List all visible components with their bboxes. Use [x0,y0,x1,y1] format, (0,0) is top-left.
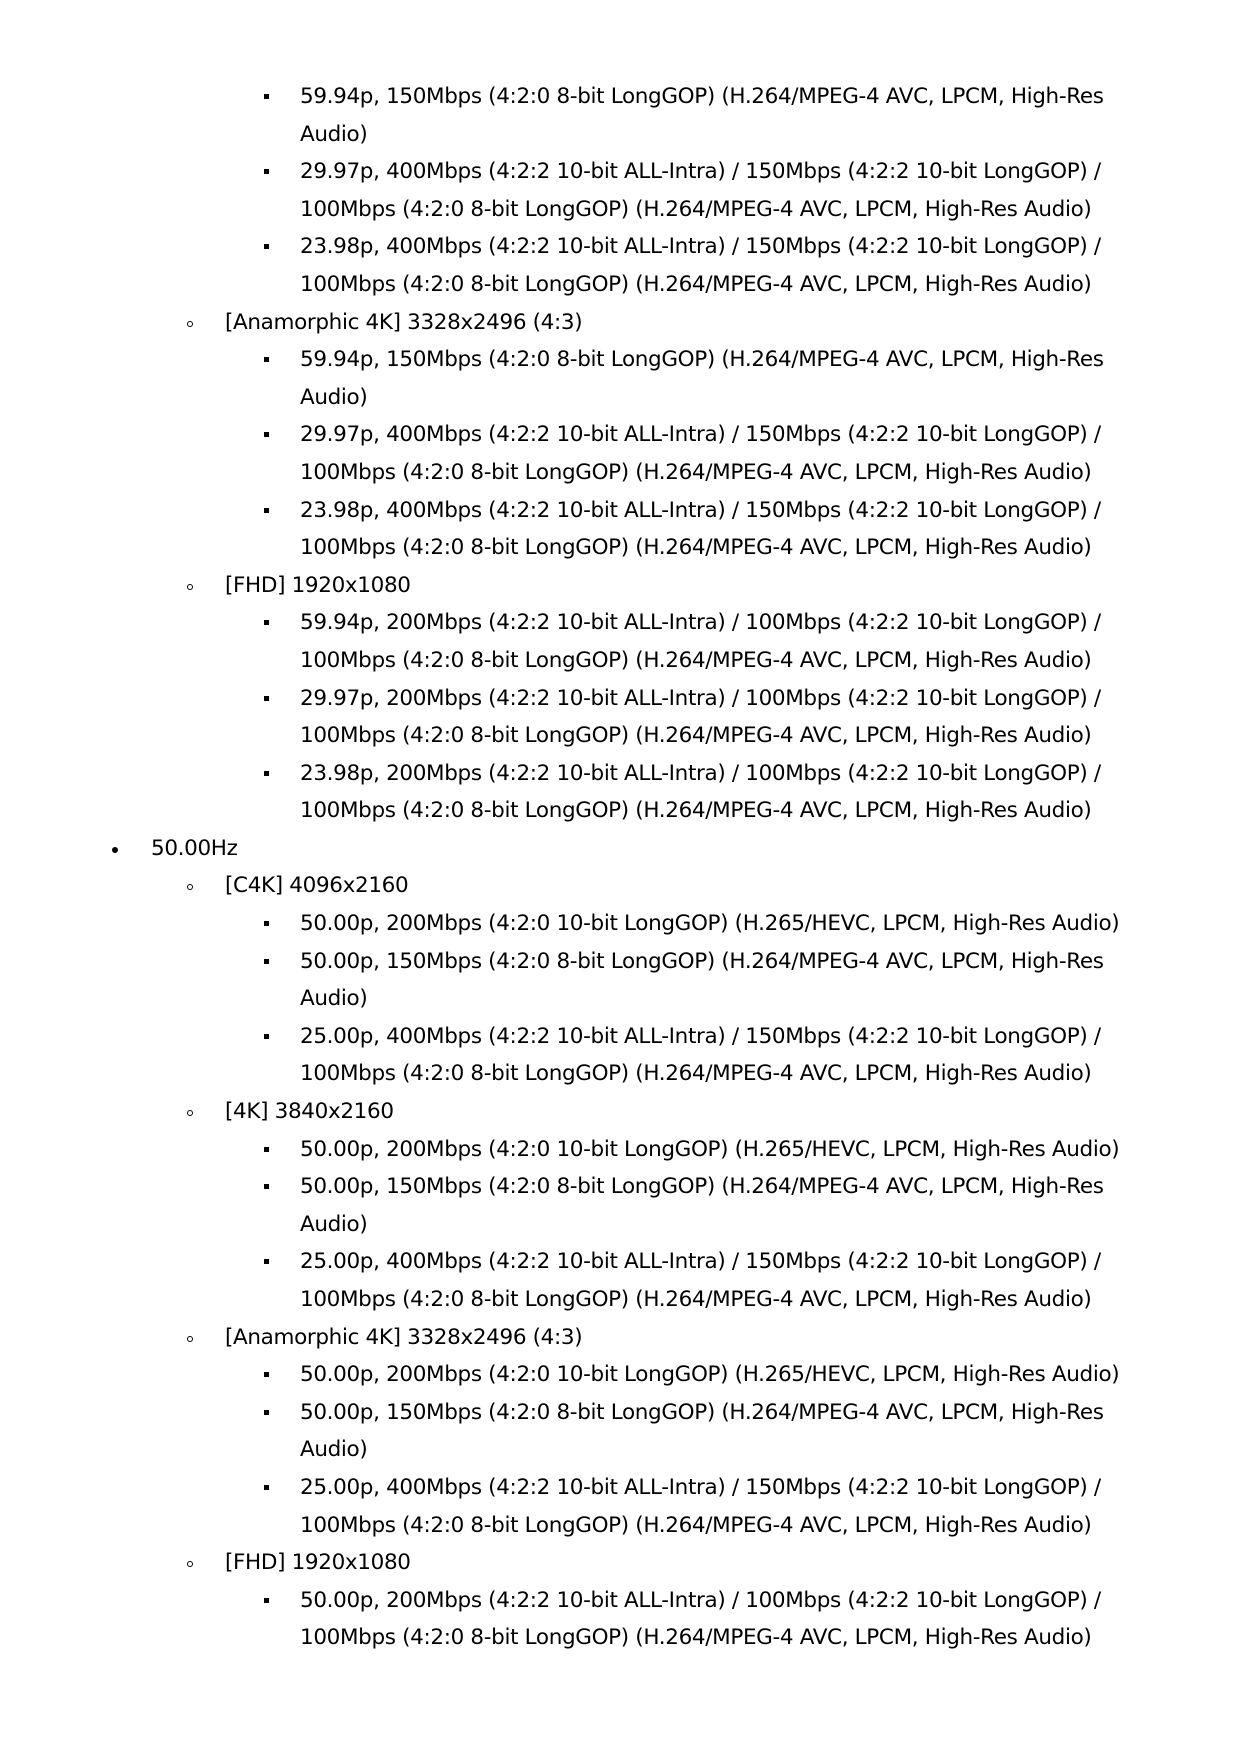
list-item-text: 100Mbps (4:2:0 8-bit LongGOP) (H.264/MPEG-4 AVC, LPCM, High-Res Audio) [300,647,1092,673]
format-list [0,78,1240,1657]
list-item [0,755,1240,793]
square-bullet-icon [264,169,269,174]
square-bullet-icon [264,620,269,625]
resolution-heading-text: [4K] 3840x2160 [225,1099,394,1125]
list-item-continuation [0,642,1240,680]
list-item-text: 100Mbps (4:2:0 8-bit LongGOP) (H.264/MPEG-4 AVC, LPCM, High-Res Audio) [300,535,1092,561]
list-item [0,604,1240,642]
list-item-text: 50.00p, 150Mbps (4:2:0 8-bit LongGOP) (H.264/MPEG-4 AVC, LPCM, High-Res [300,948,1104,974]
list-item-continuation [0,379,1240,417]
resolution-heading [0,867,1240,905]
list-item-text: 100Mbps (4:2:0 8-bit LongGOP) (H.264/MPEG-4 AVC, LPCM, High-Res Audio) [300,1512,1092,1538]
circle-bullet-icon [187,1336,193,1342]
square-bullet-icon [264,1184,269,1189]
resolution-heading [0,1544,1240,1582]
square-bullet-icon [264,94,269,99]
list-item-text: 23.98p, 400Mbps (4:2:2 10-bit ALL-Intra) / 150Mbps (4:2:2 10-bit LongGOP) / [300,234,1101,260]
list-item-continuation [0,1431,1240,1469]
list-item-text: 29.97p, 400Mbps (4:2:2 10-bit ALL-Intra) / 150Mbps (4:2:2 10-bit LongGOP) / [300,422,1101,448]
square-bullet-icon [264,432,269,437]
square-bullet-icon [264,771,269,776]
list-item-continuation [0,792,1240,830]
list-item-text: Audio) [300,384,368,410]
list-item-text: 100Mbps (4:2:0 8-bit LongGOP) (H.264/MPEG-4 AVC, LPCM, High-Res Audio) [300,1625,1092,1651]
list-item-text: 50.00p, 200Mbps (4:2:0 10-bit LongGOP) (H.265/HEVC, LPCM, High-Res Audio) [300,1362,1120,1388]
list-item-continuation [0,191,1240,229]
square-bullet-icon [264,1372,269,1377]
list-item-text: 23.98p, 400Mbps (4:2:2 10-bit ALL-Intra) / 150Mbps (4:2:2 10-bit LongGOP) / [300,497,1101,523]
list-item-text: 50.00p, 200Mbps (4:2:0 10-bit LongGOP) (H.265/HEVC, LPCM, High-Res Audio) [300,1136,1120,1162]
list-item-continuation [0,1619,1240,1657]
square-bullet-icon [264,244,269,249]
resolution-heading [0,1319,1240,1357]
square-bullet-icon [264,1034,269,1039]
list-item-text: 50.00p, 150Mbps (4:2:0 8-bit LongGOP) (H.264/MPEG-4 AVC, LPCM, High-Res [300,1399,1104,1425]
list-item [0,416,1240,454]
list-item-continuation [0,529,1240,567]
square-bullet-icon [264,357,269,362]
list-item [0,228,1240,266]
list-item-text: 59.94p, 150Mbps (4:2:0 8-bit LongGOP) (H.264/MPEG-4 AVC, LPCM, High-Res [300,84,1104,109]
list-item-text: 25.00p, 400Mbps (4:2:2 10-bit ALL-Intra) / 150Mbps (4:2:2 10-bit LongGOP) / [300,1474,1101,1500]
list-item [0,1582,1240,1620]
list-item [0,1394,1240,1432]
resolution-heading-text: [C4K] 4096x2160 [225,873,409,899]
list-item-text: 100Mbps (4:2:0 8-bit LongGOP) (H.264/MPEG-4 AVC, LPCM, High-Res Audio) [300,271,1092,297]
square-bullet-icon [264,959,269,964]
list-item-text: 100Mbps (4:2:0 8-bit LongGOP) (H.264/MPEG-4 AVC, LPCM, High-Res Audio) [300,723,1092,749]
list-item-continuation [0,1281,1240,1319]
square-bullet-icon [264,1485,269,1490]
list-item-text: 59.94p, 200Mbps (4:2:2 10-bit ALL-Intra) / 100Mbps (4:2:2 10-bit LongGOP) / [300,610,1101,636]
list-item-continuation [0,1206,1240,1244]
resolution-heading-text: [Anamorphic 4K] 3328x2496 (4:3) [225,1324,583,1350]
list-item-text: Audio) [300,1437,368,1463]
list-item-continuation [0,266,1240,304]
list-item-continuation [0,1507,1240,1545]
list-item [0,943,1240,981]
disc-bullet-icon [112,847,118,853]
list-item [0,680,1240,718]
list-item-continuation [0,717,1240,755]
list-item-text: 25.00p, 400Mbps (4:2:2 10-bit ALL-Intra) / 150Mbps (4:2:2 10-bit LongGOP) / [300,1249,1101,1275]
list-item-text: 29.97p, 200Mbps (4:2:2 10-bit ALL-Intra) / 100Mbps (4:2:2 10-bit LongGOP) / [300,685,1101,711]
list-item [0,492,1240,530]
circle-bullet-icon [187,321,193,327]
square-bullet-icon [264,1147,269,1152]
list-item-text: Audio) [300,121,368,147]
circle-bullet-icon [187,1561,193,1567]
list-item-text: 50.00p, 200Mbps (4:2:0 10-bit LongGOP) (H.265/HEVC, LPCM, High-Res Audio) [300,911,1120,937]
list-item [0,1131,1240,1169]
list-item [0,1243,1240,1281]
square-bullet-icon [264,696,269,701]
list-item-text: 100Mbps (4:2:0 8-bit LongGOP) (H.264/MPEG-4 AVC, LPCM, High-Res Audio) [300,1287,1092,1312]
resolution-heading [0,304,1240,342]
resolution-heading-text: [Anamorphic 4K] 3328x2496 (4:3) [225,309,583,335]
resolution-heading-text: [FHD] 1920x1080 [225,572,411,598]
list-item-text: Audio) [300,986,368,1012]
list-item-text: 29.97p, 400Mbps (4:2:2 10-bit ALL-Intra) / 150Mbps (4:2:2 10-bit LongGOP) / [300,159,1101,185]
list-item-continuation [0,116,1240,154]
list-item [0,1356,1240,1394]
frequency-heading [0,830,1240,868]
circle-bullet-icon [187,1110,193,1116]
list-item-continuation [0,454,1240,492]
list-item-text: 100Mbps (4:2:0 8-bit LongGOP) (H.264/MPEG-4 AVC, LPCM, High-Res Audio) [300,798,1092,824]
list-item-text: 100Mbps (4:2:0 8-bit LongGOP) (H.264/MPEG-4 AVC, LPCM, High-Res Audio) [300,1061,1092,1087]
square-bullet-icon [264,1410,269,1415]
circle-bullet-icon [187,584,193,590]
list-item-continuation [0,980,1240,1018]
list-item [0,153,1240,191]
list-item-text: 23.98p, 200Mbps (4:2:2 10-bit ALL-Intra) / 100Mbps (4:2:2 10-bit LongGOP) / [300,760,1101,786]
list-item-text: Audio) [300,1211,368,1237]
list-item-text: 100Mbps (4:2:0 8-bit LongGOP) (H.264/MPEG-4 AVC, LPCM, High-Res Audio) [300,196,1092,222]
list-item [0,341,1240,379]
list-item-text: 50.00p, 200Mbps (4:2:2 10-bit ALL-Intra) / 100Mbps (4:2:2 10-bit LongGOP) / [300,1587,1101,1613]
list-item [0,905,1240,943]
square-bullet-icon [264,1598,269,1603]
list-item-text: 25.00p, 400Mbps (4:2:2 10-bit ALL-Intra) / 150Mbps (4:2:2 10-bit LongGOP) / [300,1023,1101,1049]
circle-bullet-icon [187,884,193,890]
square-bullet-icon [264,1259,269,1264]
list-item-text: 50.00p, 150Mbps (4:2:0 8-bit LongGOP) (H.264/MPEG-4 AVC, LPCM, High-Res [300,1174,1104,1200]
list-item-text: 59.94p, 150Mbps (4:2:0 8-bit LongGOP) (H.264/MPEG-4 AVC, LPCM, High-Res [300,347,1104,373]
list-item-text: 100Mbps (4:2:0 8-bit LongGOP) (H.264/MPEG-4 AVC, LPCM, High-Res Audio) [300,459,1092,485]
list-item [0,1469,1240,1507]
resolution-heading-text: [FHD] 1920x1080 [225,1550,411,1576]
list-item [0,1018,1240,1056]
list-item [0,78,1240,116]
list-item [0,1168,1240,1206]
frequency-heading-text: 50.00Hz [151,835,238,861]
resolution-heading [0,567,1240,605]
list-item-continuation [0,1055,1240,1093]
resolution-heading [0,1093,1240,1131]
square-bullet-icon [264,921,269,926]
square-bullet-icon [264,508,269,513]
